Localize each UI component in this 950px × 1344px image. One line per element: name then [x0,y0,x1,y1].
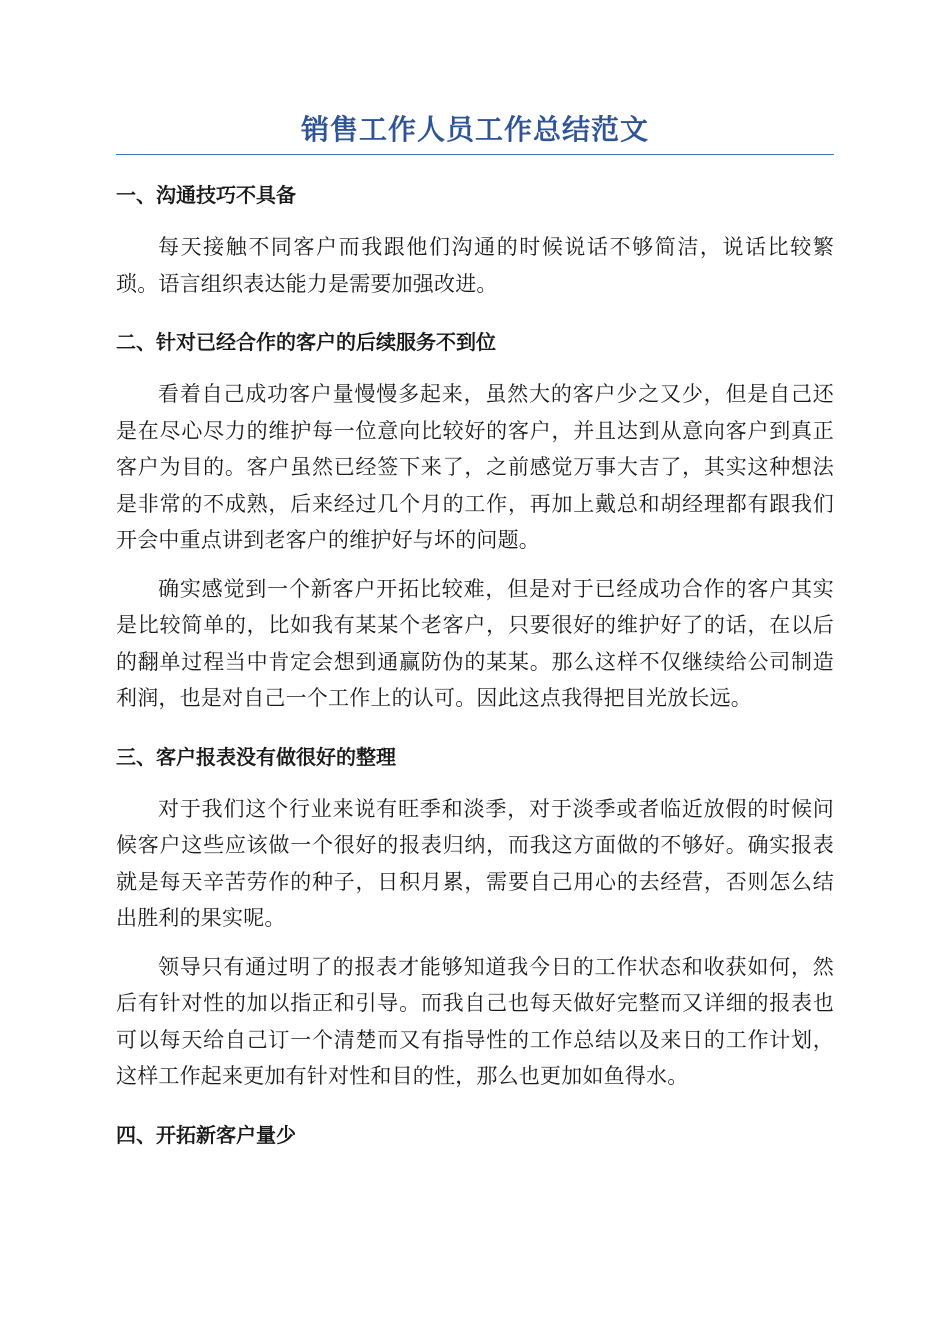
section-2 [116,326,834,717]
section-1 [116,179,834,302]
paragraph: 对于我们这个行业来说有旺季和淡季，对于淡季或者临近放假的时候问候客户这些应该做一个很好的报表归纳，而我这方面做的不够好。确实报表就是每天辛苦劳作的种子，日积月累，需要自己用心的去经营，否则怎么结出胜利的果实呢。 [116,796,834,930]
section-heading: 四、开拓新客户量少 [116,1122,296,1147]
document-title: 销售工作人员工作总结范文 [116,110,834,155]
paragraph: 确实感觉到一个新客户开拓比较难，但是对于已经成功合作的客户其实是比较简单的，比如我有某某个老客户，只要很好的维护好了的话，在以后的翻单过程当中肯定会想到通赢防伪的某某。那么这样不仅继续给公司制造利润，也是对自己一个工作上的认可。因此这点我得把目光放长远。 [116,576,834,710]
section-3 [116,741,834,1095]
section-heading: 二、针对已经合作的客户的后续服务不到位 [116,330,496,354]
section-heading: 三、客户报表没有做很好的整理 [116,744,396,769]
paragraph: 领导只有通过明了的报表才能够知道我今日的工作状态和收获如何，然后有针对性的加以指正和引导。而我自己也每天做好完整而又详细的报表也可以每天给自己订一个清楚而又有指导性的工作总结以及来日的工作计划，这样工作起来更加有针对性和目的性，那么也更加如鱼得水。 [116,954,834,1088]
section-4 [116,1119,834,1151]
document-page [116,110,834,1169]
paragraph: 每天接触不同客户而我跟他们沟通的时候说话不够简洁，说话比较繁琐。语言组织表达能力是需要加强改进。 [116,235,834,296]
paragraph: 看着自己成功客户量慢慢多起来，虽然大的客户少之又少，但是自己还是在尽心尽力的维护每一位意向比较好的客户，并且达到从意向客户到真正客户为目的。客户虽然已经签下来了，之前感觉万事大吉了，其实这种想法是非常的不成熟，后来经过几个月的工作，再加上戴总和胡经理都有跟我们开会中重点讲到老客户的维护好与坏的问题。 [116,382,834,552]
section-heading: 一、沟通技巧不具备 [116,183,296,207]
